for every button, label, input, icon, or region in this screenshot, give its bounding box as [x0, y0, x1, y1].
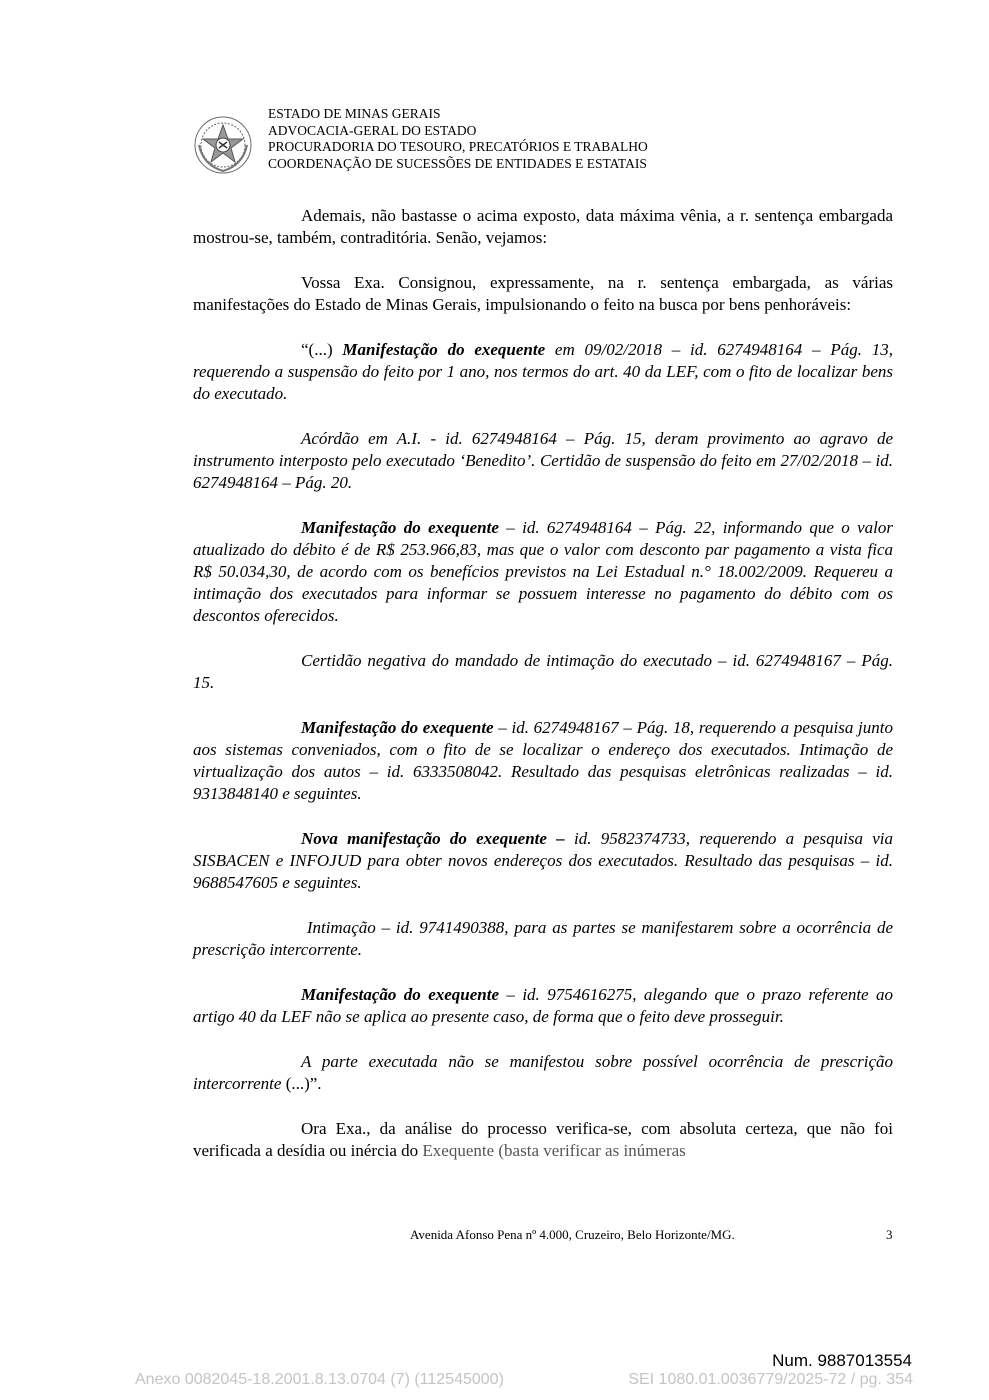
- paragraph-7: [193, 717, 893, 805]
- bold-term: Manifestação do exequente: [301, 518, 499, 537]
- paragraph-11: [193, 1051, 893, 1095]
- paragraph-text: id. 9582374733, requerendo a pesquisa via SISBACEN e INFOJUD para obter novos endereços dos executados. Resultado das pesquisas – id. 9688547605 e seguintes.: [193, 829, 893, 892]
- paragraph-3: [193, 339, 893, 405]
- paragraph-text: – id. 6274948164 – Pág. 22, informando que o valor atualizado do débito é de R$ 253.966,83, mas que o valor com desconto par pagamento a vista fica R$ 50.034,30, de acordo com os benefícios previstos na Lei Estadual n.° 18.002/2009. Requereu a intimação dos executados para informar se possuem interesse no pagamento do débito com os descontos oferecidos.: [193, 518, 893, 625]
- bold-term: Manifestação do exequente: [301, 985, 500, 1004]
- paragraph-text: – id. 6274948167 – Pág. 18, requerendo a pesquisa junto aos sistemas conveniados, com o fito de se localizar o endereço dos executados. Intimação de virtualização dos autos – id. 6333508042. Resultado das pesquisas eletrônicas realizadas – id. 9313848140 e seguintes.: [193, 718, 893, 803]
- bold-term: Manifestação do exequente: [301, 718, 494, 737]
- header-coordination: COORDENAÇÃO DE SUCESSÕES DE ENTIDADES E ESTATAIS: [268, 155, 647, 171]
- paragraph-10: [193, 984, 893, 1028]
- paragraph-4: Acórdão em A.I. - id. 6274948164 – Pág. 15, deram provimento ao agravo de instrumento interposto pelo executado ‘Benedito’. Certidão de suspensão do feito em 27/02/2018 – id. 6274948164 – Pág. 20.: [193, 429, 893, 492]
- paragraph-8: [193, 828, 893, 894]
- paragraph-text-continued: Exequente (basta verificar as inúmeras: [422, 1141, 686, 1160]
- header-state: ESTADO DE MINAS GERAIS: [268, 106, 441, 121]
- paragraph-text: Ora Exa., da análise do processo verifica-se, com absoluta certeza, que não foi verificada a desídia ou inércia do: [193, 1119, 893, 1160]
- bold-term: Nova manifestação do exequente –: [301, 829, 565, 848]
- paragraph-6: Certidão negativa do mandado de intimação do executado – id. 6274948167 – Pág. 15.: [193, 651, 893, 692]
- paragraph-2: Vossa Exa. Consignou, expressamente, na r. sentença embargada, as várias manifestações do Estado de Minas Gerais, impulsionando o feito na busca por bens penhoráveis:: [193, 273, 893, 314]
- paragraph-text: em 09/02/2018 – id. 6274948164 – Pág. 13, requerendo a suspensão do feito por 1 ano, nos termos do art. 40 da LEF, com o fito de localizar bens do executado.: [193, 340, 893, 403]
- paragraph-5: [193, 517, 893, 627]
- paragraph-9: Intimação – id. 9741490388, para as partes se manifestarem sobre a ocorrência de prescrição intercorrente.: [193, 918, 898, 959]
- sei-reference: SEI 1080.01.0036779/2025-72 / pg. 354: [628, 1371, 913, 1388]
- footer-address: Avenida Afonso Pena nº 4.000, Cruzeiro, Belo Horizonte/MG.: [410, 1227, 735, 1242]
- annex-reference: Anexo 0082045-18.2001.8.13.0704 (7) (112545000): [135, 1371, 504, 1388]
- quote-close: (...)”.: [281, 1074, 322, 1093]
- paragraph-text: A parte executada não se manifestou sobre possível ocorrência de prescrição intercorrente: [193, 1052, 893, 1093]
- document-body: [193, 205, 898, 1162]
- document-number-stamp: Num. 9887013554: [772, 1351, 912, 1370]
- coat-of-arms-icon: [193, 115, 253, 175]
- header-agency: ADVOCACIA-GERAL DO ESTADO: [268, 122, 477, 138]
- paragraph-12: [193, 1118, 893, 1162]
- letterhead: [268, 106, 648, 172]
- header-department: PROCURADORIA DO TESOURO, PRECATÓRIOS E TRABALHO: [268, 139, 648, 154]
- page-number: 3: [886, 1227, 893, 1242]
- bold-term: Manifestação do exequente: [342, 340, 546, 359]
- paragraph-1: Ademais, não bastasse o acima exposto, data máxima vênia, a r. sentença embargada mostrou-se, também, contraditória. Senão, vejamos:: [193, 206, 893, 247]
- quote-open: “(...): [301, 340, 343, 359]
- paragraph-text: – id. 9754616275, alegando que o prazo referente ao artigo 40 da LEF não se aplica ao presente caso, de forma que o feito deve prosseguir.: [193, 985, 893, 1026]
